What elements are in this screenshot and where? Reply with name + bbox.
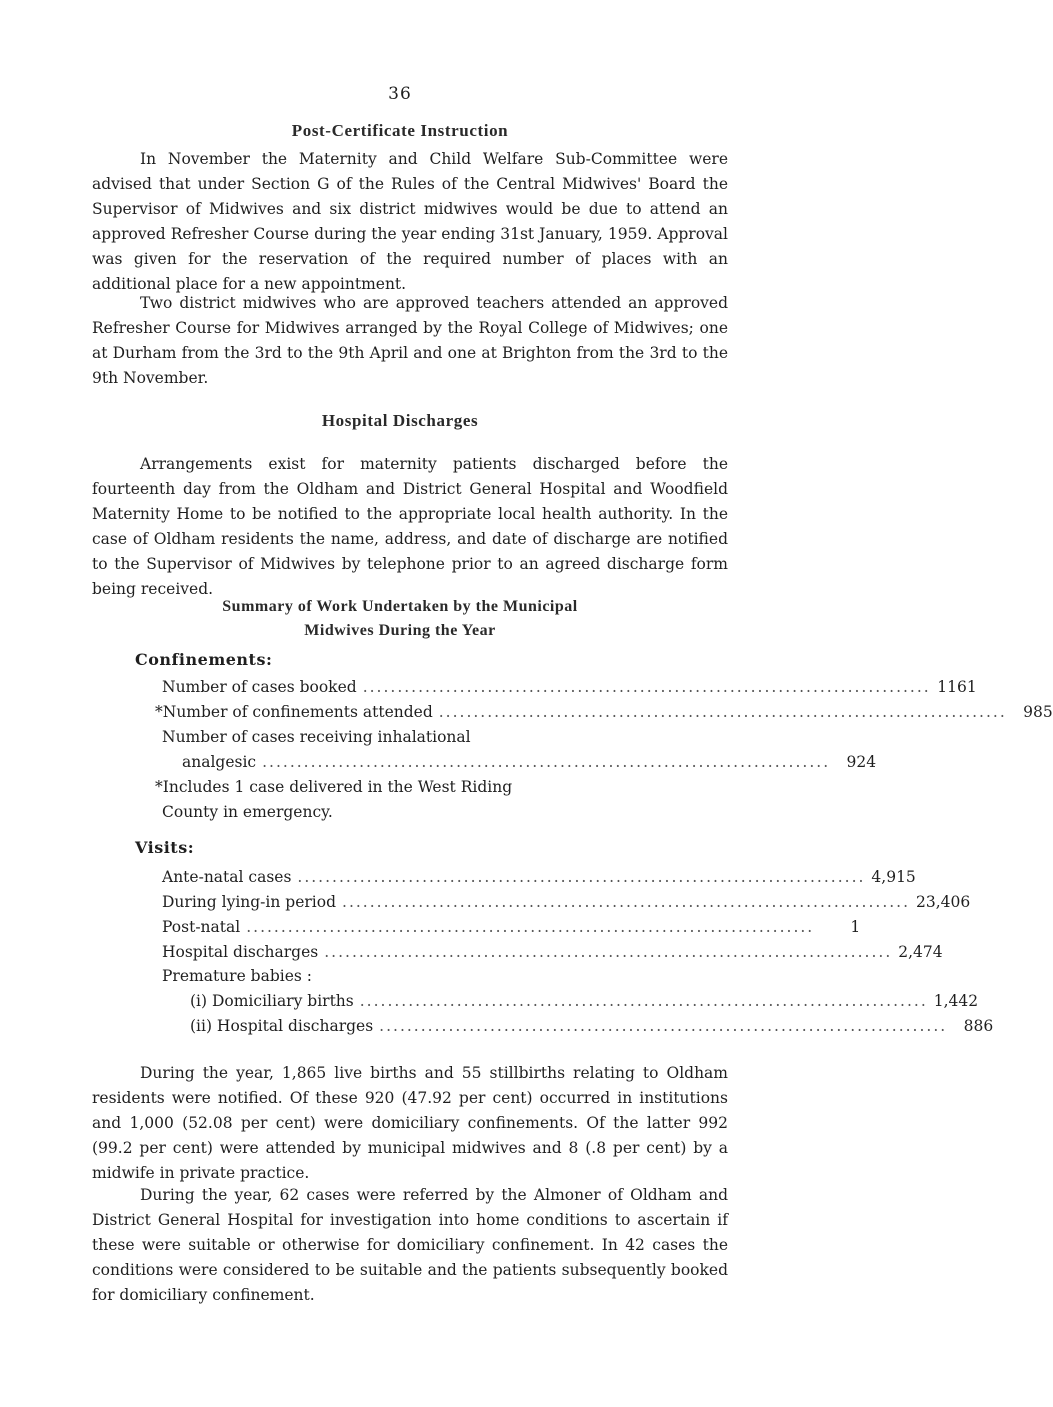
paragraph-hospital-discharges: Arrangements exist for maternity patients discharged before the fourteenth day from the Oldham and District General Hospital and Woodfield Maternity Home to be notified to the appropriate local health authority. In the case of Oldham residents the name, address, and date of discharge are notified to the Supervisor of Midwives by telephone prior to an agreed discharge form being received. [92, 455, 728, 598]
paragraph-almoner-referrals: During the year, 62 cases were referred by the Almoner of Oldham and District General Hospital for investigation into home conditions to ascertain if these were suitable or otherwise for domiciliary confinement. In 42 cases the conditions were considered to be suitable and the patients subsequently booked for domiciliary confinement. [92, 1186, 728, 1304]
stat-label: Ante-natal cases [162, 868, 292, 886]
stat-label: (ii) Hospital discharges [190, 1017, 374, 1035]
stat-label: *Number of confinements attended [155, 703, 433, 721]
stat-label: Number of cases booked [162, 678, 357, 696]
stat-row-domiciliary-births [190, 989, 979, 1013]
premature-babies-label: Premature babies : [162, 967, 312, 985]
dot-leader: .................................................................................. [342, 893, 911, 911]
stat-value: 1 [850, 918, 861, 936]
paragraph-refresher-course: In November the Maternity and Child Welfare Sub-Committee were advised that under Section G of the Rules of the Central Midwives' Board the Supervisor of Midwives and six district midwives would be due to attend an approved Refresher Course during the year ending 31st January, 1959. Approval was given for the reservation of the required number of places with an additional place for a new appointment. [92, 150, 728, 293]
stat-value: 924 [846, 753, 877, 771]
paragraph-teachers-course: Two district midwives who are approved teachers attended an approved Refresher Course for Midwives arranged by the Royal College of Midwives; one at Durham from the 3rd to the 9th April and one at Brighton from the 3rd to the 9th November. [92, 294, 728, 387]
dot-leader: .................................................................................. [262, 753, 831, 771]
confinements-heading: Confinements: [135, 650, 273, 669]
stat-value: 2,474 [898, 943, 943, 961]
stat-row-confinements-attended [155, 700, 1053, 724]
stat-row-analgesic [182, 750, 877, 774]
stat-value: 23,406 [916, 893, 971, 911]
section-heading-hospital-discharges: Hospital Discharges [321, 411, 479, 430]
dot-leader: .................................................................................. [379, 1017, 948, 1035]
footnote-line1: *Includes 1 case delivered in the West Riding [155, 778, 513, 796]
stat-row-premature-hospital-discharges [190, 1014, 994, 1038]
stat-row-lying-in [162, 890, 971, 914]
dot-leader: .................................................................................. [438, 703, 1007, 721]
dot-leader: .................................................................................. [359, 992, 928, 1010]
dot-leader: .................................................................................. [297, 868, 866, 886]
visits-heading: Visits: [135, 838, 195, 857]
summary-title-line2: Midwives During the Year [304, 622, 496, 639]
summary-title-line1: Summary of Work Undertaken by the Municipal [222, 598, 578, 615]
stat-value: 1161 [937, 678, 977, 696]
stat-row-ante-natal [162, 865, 916, 889]
stat-value: 1,442 [933, 992, 979, 1010]
stat-label: Hospital discharges [162, 943, 319, 961]
stat-label-analgesic-line1: Number of cases receiving inhalational [162, 728, 471, 746]
dot-leader: .................................................................................. [324, 943, 893, 961]
stat-value: 4,915 [871, 868, 916, 886]
paragraph-live-births: During the year, 1,865 live births and 55 stillbirths relating to Oldham residents were notified. Of these 920 (47.92 per cent) occurred in institutions and 1,000 (52.08 per cent) were domiciliary confinements. Of the latter 992 (99.2 per cent) were attended by municipal midwives and 8 (.8 per cent) by a midwife in private practice. [92, 1064, 728, 1182]
stat-label: (i) Domiciliary births [190, 992, 354, 1010]
stat-value: 985 [1023, 703, 1053, 721]
stat-row-post-natal [162, 915, 861, 939]
stat-label: During lying-in period [162, 893, 337, 911]
stat-label: analgesic [182, 753, 257, 771]
stat-label: Post-natal [162, 918, 241, 936]
stat-row-hospital-discharges [162, 940, 943, 964]
stat-value: 886 [963, 1017, 994, 1035]
footnote-line2: County in emergency. [162, 803, 333, 821]
page-number: 36 [388, 84, 412, 104]
dot-leader: .................................................................................. [362, 678, 931, 696]
stat-row-cases-booked [162, 675, 977, 699]
dot-leader: .................................................................................. [246, 918, 815, 936]
section-heading-post-certificate: Post-Certificate Instruction [291, 121, 509, 140]
